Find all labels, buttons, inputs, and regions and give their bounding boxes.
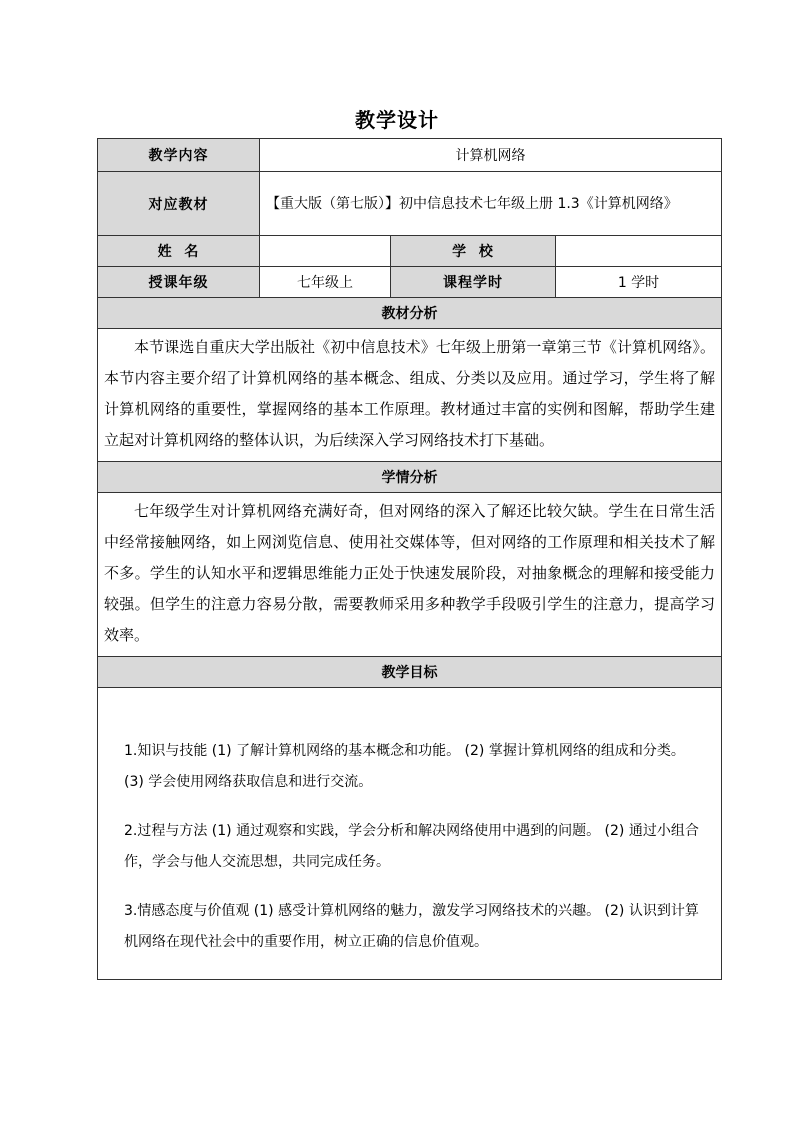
objective-item: 3.情感态度与价值观 (1) 感受计算机网络的魅力，激发学习网络技术的兴趣。 (2) 认识到计算机网络在现代社会中的重要作用，树立正确的信息价值观。 xyxy=(124,903,699,950)
textbook-analysis-text: 本节课选自重庆大学出版社《初中信息技术》七年级上册第一章第三节《计算机网络》。本节内容主要介绍了计算机网络的基本概念、组成、分类以及应用。通过学习，学生将了解计算机网络的重要性，掌握网络的基本工作原理。教材通过丰富的实例和图解，帮助学生建立起对计算机网络的整体认识，为后续深入学习网络技术打下基础。 xyxy=(98,329,722,462)
objectives-list xyxy=(98,688,722,980)
value-grade: 七年级上 xyxy=(260,267,391,298)
value-name xyxy=(260,236,391,267)
section-heading-objectives: 教学目标 xyxy=(98,657,722,688)
label-school: 学 校 xyxy=(391,236,556,267)
objective-item: 1.知识与技能 (1) 了解计算机网络的基本概念和功能。 (2) 掌握计算机网络的组成和分类。 (3) 学会使用网络获取信息和进行交流。 xyxy=(124,743,685,790)
objective-item: 2.过程与方法 (1) 通过观察和实践，学会分析和解决网络使用中遇到的问题。 (2) 通过小组合作，学会与他人交流思想，共同完成任务。 xyxy=(124,823,699,870)
label-hours: 课程学时 xyxy=(391,267,556,298)
value-hours: 1 学时 xyxy=(556,267,722,298)
label-name: 姓 名 xyxy=(98,236,260,267)
section-heading-textbook-analysis: 教材分析 xyxy=(98,298,722,329)
row-student-analysis-heading xyxy=(98,462,722,493)
student-analysis-text: 七年级学生对计算机网络充满好奇，但对网络的深入了解还比较欠缺。学生在日常生活中经常接触网络，如上网浏览信息、使用社交媒体等，但对网络的工作原理和相关技术了解不多。学生的认知水平和逻辑思维能力正处于快速发展阶段，对抽象概念的理解和接受能力较强。但学生的注意力容易分散，需要教师采用多种教学手段吸引学生的注意力，提高学习效率。 xyxy=(98,493,722,657)
label-textbook: 对应教材 xyxy=(98,172,260,236)
label-grade: 授课年级 xyxy=(98,267,260,298)
value-school xyxy=(556,236,722,267)
row-textbook-analysis-heading xyxy=(98,298,722,329)
value-content: 计算机网络 xyxy=(260,139,722,172)
document-title: 教学设计 xyxy=(355,108,439,132)
row-student-analysis-body xyxy=(98,493,722,657)
row-textbook xyxy=(98,172,722,236)
row-objectives-heading xyxy=(98,657,722,688)
row-name-school xyxy=(98,236,722,267)
row-grade-hours xyxy=(98,267,722,298)
section-heading-student-analysis: 学情分析 xyxy=(98,462,722,493)
lesson-plan-table xyxy=(97,138,722,980)
row-objectives-body xyxy=(98,688,722,980)
row-textbook-analysis-body xyxy=(98,329,722,462)
label-content: 教学内容 xyxy=(98,139,260,172)
row-content xyxy=(98,139,722,172)
value-textbook: 【重大版（第七版）】初中信息技术七年级上册 1.3《计算机网络》 xyxy=(260,172,722,236)
